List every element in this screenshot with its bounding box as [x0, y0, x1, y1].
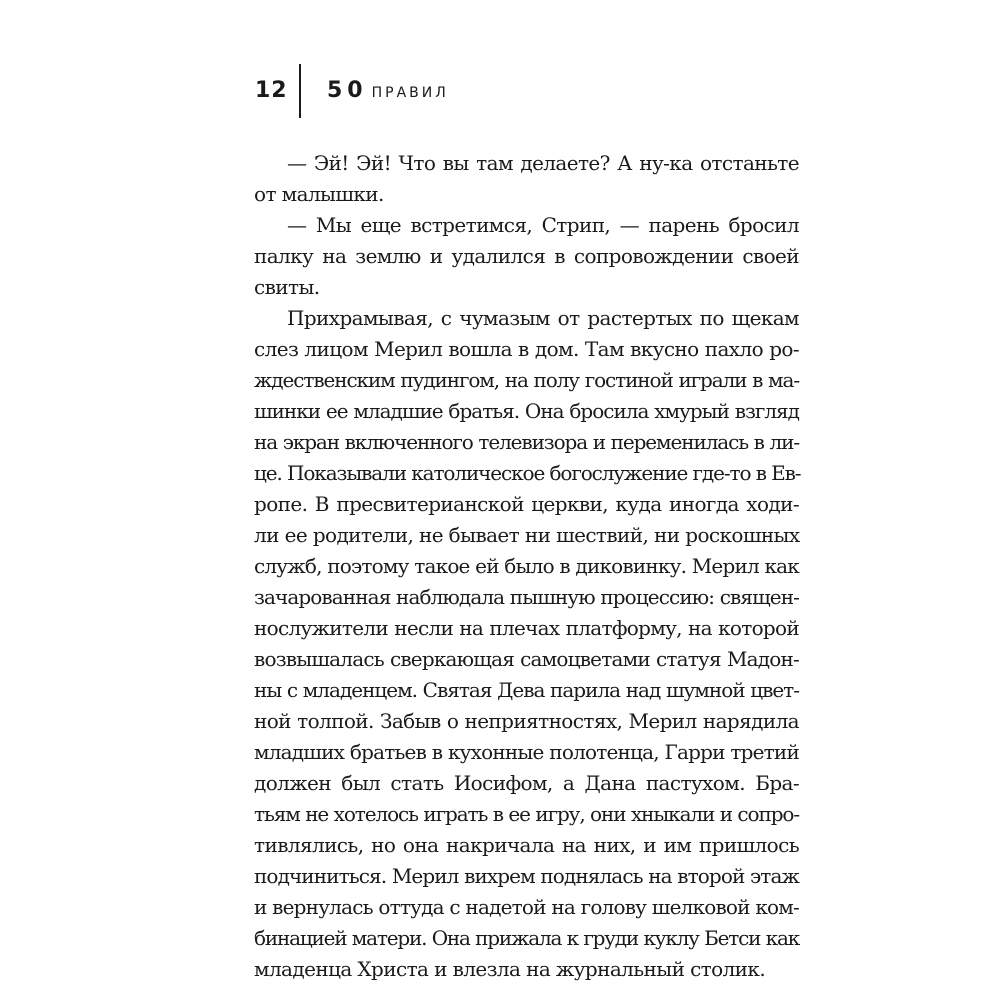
running-title: [327, 78, 449, 106]
header-divider: [299, 64, 301, 118]
text-line: и вернулась оттуда с надетой на голову шелковой ком-: [254, 895, 799, 919]
text-line: — Эй! Эй! Что вы там делаете? А ну-ка отстаньте: [287, 151, 799, 175]
text-line: должен был стать Иосифом, а Дана пастухом. Бра-: [254, 771, 799, 795]
text-line: ной толпой. Забыв о неприятностях, Мерил нарядила: [254, 709, 799, 733]
text-line: на экран включенного телевизора и переменилась в ли-: [254, 430, 799, 454]
running-title-word: ПРАВИЛ: [371, 85, 449, 101]
text-line: свиты.: [254, 275, 320, 299]
text-line: Прихрамывая, с чумазым от растертых по щекам: [287, 306, 799, 330]
text-line: шинки ее младшие братья. Она бросила хмурый взгляд: [254, 399, 799, 423]
text-line: це. Показывали католическое богослужение где-то в Ев-: [254, 461, 801, 485]
text-line: нослужители несли на плечах платформу, на которой: [254, 616, 799, 640]
text-line: зачарованная наблюдала пышную процессию: священ-: [254, 585, 799, 609]
text-line: от малышки.: [254, 182, 384, 206]
text-line: тивлялись, но она накричала на них, и им пришлось: [254, 833, 799, 857]
text-body: [254, 148, 799, 985]
page-number: 12: [255, 78, 288, 103]
text-line: слез лицом Мерил вошла в дом. Там вкусно пахло ро-: [254, 337, 799, 361]
text-line: возвышалась сверкающая самоцветами статуя Мадон-: [254, 647, 799, 671]
text-line: — Мы еще встретимся, Стрип, — парень бросил: [287, 213, 799, 237]
text-line: подчиниться. Мерил вихрем поднялась на второй этаж: [254, 864, 799, 888]
page-header: [0, 0, 1000, 130]
running-title-number: 50: [327, 78, 368, 103]
text-line: ны с младенцем. Святая Дева парила над шумной цвет-: [254, 678, 799, 702]
text-line: тьям не хотелось играть в ее игру, они хныкали и сопро-: [254, 802, 799, 826]
text-line: младенца Христа и влезла на журнальный столик.: [254, 957, 766, 981]
text-line: младших братьев в кухонные полотенца, Гарри третий: [254, 740, 799, 764]
text-line: служб, поэтому такое ей было в диковинку. Мерил как: [254, 554, 799, 578]
text-line: бинацией матери. Она прижала к груди куклу Бетси как: [254, 926, 799, 950]
text-line: ждественским пудингом, на полу гостиной играли в ма-: [254, 368, 799, 392]
text-line: палку на землю и удалился в сопровождении своей: [254, 244, 799, 268]
text-line: ли ее родители, не бывает ни шествий, ни роскошных: [254, 523, 800, 547]
text-line: ропе. В пресвитерианской церкви, куда иногда ходи-: [254, 492, 799, 516]
